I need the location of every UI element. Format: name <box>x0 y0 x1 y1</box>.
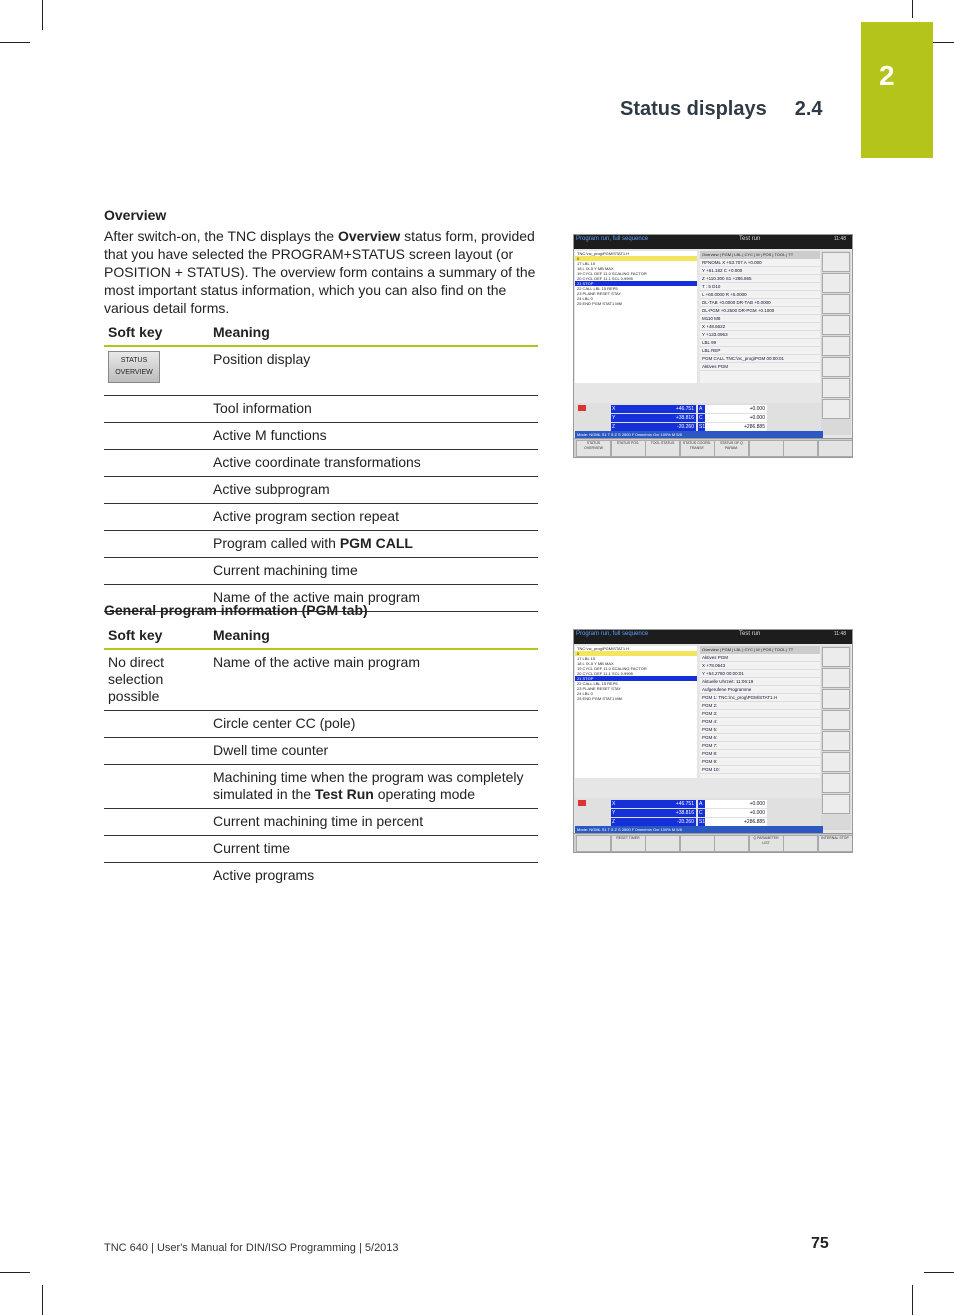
side-softkeys <box>821 646 851 830</box>
col-softkey: Soft key <box>104 623 209 649</box>
table-cell: Position display <box>209 346 538 396</box>
table-row <box>104 809 538 836</box>
side-softkey[interactable] <box>822 668 850 688</box>
status-row: PGM 6: <box>700 734 820 742</box>
table-cell: No direct selection possible <box>104 649 209 711</box>
pgm-heading: General program information (PGM tab) <box>104 602 368 618</box>
softkey[interactable]: STATUS OVERVIEW <box>576 440 611 457</box>
axis-row <box>611 809 821 817</box>
softkey[interactable]: RESET TIMER <box>611 835 646 852</box>
overview-heading: Overview <box>104 207 167 223</box>
program-line: 21 STOP <box>575 281 697 286</box>
axis-label: X <box>611 800 618 808</box>
softkey-bar <box>574 438 852 457</box>
mode-bar: Mode: NOML S1 T 5 Z S 2500 F 0mm/min Ovr 100% M 5/8 <box>575 431 823 438</box>
softkey[interactable]: INTERNAL STOP <box>818 835 853 852</box>
softkey[interactable] <box>818 440 853 457</box>
status-tabs[interactable]: Overview | PGM | LBL | CYC | M | POS | TOOL | TT <box>700 646 820 654</box>
axis-value: +0.000 <box>705 809 767 817</box>
program-line: 24 LBL 0 <box>577 691 593 696</box>
col-softkey: Soft key <box>104 320 209 346</box>
clock: 11:48 <box>833 236 846 242</box>
table-cell: Active coordinate transformations <box>209 450 538 477</box>
status-row: PGM 4: <box>700 718 820 726</box>
program-line: 19 CYCL DEF 11.0 SCALING FACTOR <box>577 271 647 276</box>
table-row <box>104 738 538 765</box>
table-row <box>104 863 538 890</box>
side-softkey[interactable] <box>822 378 850 398</box>
mode-title-right: Test run <box>739 236 761 242</box>
overview-table <box>104 320 538 612</box>
program-window <box>575 646 697 778</box>
status-row: LBL REP <box>700 347 820 355</box>
status-row: PGM 2: <box>700 702 820 710</box>
axis-value: +286.885 <box>705 423 767 431</box>
program-line: 22 CALL LBL 15 REP5 <box>577 681 618 686</box>
axis-value: +46.751 <box>618 800 696 808</box>
crop-mark <box>924 1272 954 1273</box>
table-header-row <box>104 623 538 649</box>
softkey[interactable] <box>576 835 611 852</box>
softkey[interactable]: STATUS COORD. TRANSF. <box>680 440 715 457</box>
col-meaning: Meaning <box>209 623 538 649</box>
table-cell: Machining time when the program was completely simulated in the Test Run operating mode <box>209 765 538 809</box>
table-cell: Active M functions <box>209 423 538 450</box>
status-row: PGM 3: <box>700 710 820 718</box>
status-row: PGM 8: <box>700 750 820 758</box>
chapter-tab <box>861 22 933 158</box>
status-row: Aktuelle Uhrzeit: 11:06:19 <box>700 678 820 686</box>
side-softkey[interactable] <box>822 336 850 356</box>
mode-title: Program run, full sequence <box>576 631 649 637</box>
crop-mark <box>42 1285 43 1315</box>
status-row: Y +64.2780 00:00:01 <box>700 670 820 678</box>
axis-label: S1 <box>699 424 706 430</box>
side-softkey[interactable] <box>822 752 850 772</box>
program-line: 20 CYCL DEF 11.1 SCL 0.9995 <box>577 671 633 676</box>
softkey[interactable]: STATUS POS. <box>611 440 646 457</box>
status-row: PGM 1: TNC:\nc_prog\PGM\STAT1.H <box>700 694 820 702</box>
program-line: 17 LBL 15 <box>577 656 596 661</box>
axis-label: C <box>698 414 705 422</box>
side-softkey[interactable] <box>822 794 850 814</box>
axis-label: Z <box>611 423 618 431</box>
spindle-icon <box>578 800 586 806</box>
side-softkey[interactable] <box>822 689 850 709</box>
axis-value: +46.751 <box>618 405 696 413</box>
axis-value: +0.000 <box>705 800 767 808</box>
status-overview-softkey[interactable]: STATUS OVERVIEW <box>108 351 160 383</box>
mode-title-right: Test run <box>739 631 761 637</box>
status-row: L +60.0000 R +5.0000 <box>700 291 820 299</box>
side-softkey[interactable] <box>822 252 850 272</box>
status-tabs[interactable]: Overview | PGM | LBL | CYC | M | POS | TOOL | TT <box>700 251 820 259</box>
status-row: PGM 9: <box>700 758 820 766</box>
section-header <box>620 98 823 121</box>
axis-value: -20.260 <box>618 423 696 431</box>
program-line: 23 PLANE RESET STAY <box>577 291 622 296</box>
softkey[interactable]: Q PARAMETER LIST <box>749 835 784 852</box>
status-row: Z +110.300 S1 +286.865 <box>700 275 820 283</box>
screenshot-pgm-tab <box>573 629 853 853</box>
status-row: X +48.6622 <box>700 323 820 331</box>
axis-value: +38.816 <box>618 809 696 817</box>
program-line: 23 PLANE RESET STAY <box>577 686 622 691</box>
status-row: PGM 7: <box>700 742 820 750</box>
position-display <box>575 798 821 826</box>
axis-row <box>611 414 821 422</box>
softkey[interactable]: TOOL STATUS <box>645 440 680 457</box>
table-row <box>104 396 538 423</box>
program-line: 17 LBL 15 <box>577 261 596 266</box>
axis-value: +0.000 <box>705 414 767 422</box>
table-cell: Tool information <box>209 396 538 423</box>
axis-label: Y <box>611 414 618 422</box>
status-row: Y +61.182 C +0.000 <box>700 267 820 275</box>
program-window <box>575 251 697 383</box>
axis-label: A <box>698 800 705 808</box>
program-line: 21 STOP <box>575 676 697 681</box>
table-cell: Current machining time <box>209 558 538 585</box>
screenshot-overview <box>573 234 853 458</box>
table-row <box>104 346 538 396</box>
pgm-table <box>104 623 538 889</box>
status-row: PGM 5: <box>700 726 820 734</box>
crop-mark <box>912 0 913 18</box>
table-row <box>104 504 538 531</box>
axis-label: X <box>611 405 618 413</box>
table-row <box>104 477 538 504</box>
status-row: X +78.0643 <box>700 662 820 670</box>
section-title: Status displays <box>620 98 767 120</box>
side-softkey[interactable] <box>822 399 850 419</box>
position-display <box>575 403 821 431</box>
program-line: TNC:\nc_prog\PGM\STAT1.H <box>577 251 630 256</box>
tnc-titlebar <box>574 235 852 249</box>
crop-mark <box>0 42 30 43</box>
crop-mark <box>912 1285 913 1315</box>
table-row <box>104 765 538 809</box>
status-row: DL-TAB +0.0000 DR-TAB +0.0000 <box>700 299 820 307</box>
status-row: Aktives PGM <box>700 654 820 662</box>
table-header-row <box>104 320 538 346</box>
program-line: 0 <box>575 651 697 656</box>
page-footer: TNC 640 | User's Manual for DIN/ISO Programming | 5/2013 <box>104 1242 399 1254</box>
softkey[interactable] <box>783 835 818 852</box>
crop-mark <box>42 0 43 30</box>
status-row: T : 5 D10 <box>700 283 820 291</box>
col-meaning: Meaning <box>209 320 538 346</box>
axis-row <box>611 800 821 808</box>
table-cell: Program called with PGM CALL <box>209 531 538 558</box>
program-line: 18 L IX-5 Y MB MAX <box>577 661 614 666</box>
side-softkey[interactable] <box>822 710 850 730</box>
axis-value: +0.000 <box>705 405 767 413</box>
status-window <box>700 251 820 383</box>
side-softkey[interactable] <box>822 773 850 793</box>
axis-row <box>611 423 821 431</box>
status-window <box>700 646 820 778</box>
axis-label: Z <box>611 818 618 826</box>
side-softkey[interactable] <box>822 357 850 377</box>
side-softkey[interactable] <box>822 731 850 751</box>
table-cell: Current machining time in percent <box>209 809 538 836</box>
status-row: DL-PGM +0.2500 DR-PGM +0.1000 <box>700 307 820 315</box>
side-softkey[interactable] <box>822 647 850 667</box>
table-row <box>104 531 538 558</box>
table-row <box>104 423 538 450</box>
page-number: 75 <box>811 1235 829 1252</box>
softkey-bar <box>574 833 852 852</box>
status-row: Aufgerufene Programme <box>700 686 820 694</box>
axis-label: Y <box>611 809 618 817</box>
program-line: 18 L IX-5 Y MB MAX <box>577 266 614 271</box>
axis-label: S1 <box>699 819 706 825</box>
program-line: 24 LBL 0 <box>577 296 593 301</box>
tnc-titlebar <box>574 630 852 644</box>
side-softkeys <box>821 251 851 435</box>
table-row <box>104 558 538 585</box>
softkey[interactable] <box>645 835 680 852</box>
spindle-icon <box>578 405 586 411</box>
status-row: PGM 10: <box>700 766 820 774</box>
table-cell: Active subprogram <box>209 477 538 504</box>
table-cell: Circle center CC (pole) <box>209 711 538 738</box>
table-cell: Current time <box>209 836 538 863</box>
program-line: 22 CALL LBL 15 REP5 <box>577 286 618 291</box>
table-cell: Active programs <box>213 867 315 883</box>
axis-value: +38.816 <box>618 414 696 422</box>
program-line: 0 <box>575 256 697 261</box>
softkey[interactable] <box>749 440 784 457</box>
status-row: Aktives PGM <box>700 363 820 371</box>
softkey[interactable] <box>783 440 818 457</box>
status-row: RFNOML X +53.707 A +0.000 <box>700 259 820 267</box>
axis-label: C <box>698 809 705 817</box>
program-line: 19 CYCL DEF 11.0 SCALING FACTOR <box>577 666 647 671</box>
table-row <box>104 649 538 711</box>
status-row: M110 M8 <box>700 315 820 323</box>
overview-intro: After switch-on, the TNC displays the Overview status form, provided that you have selected the PROGRAM+STATUS screen layout (or POSITION + STATUS). The overview form contains a summary of the most important status information, which you can also find on the various detail forms. <box>104 228 536 316</box>
status-row: LBL 99 <box>700 339 820 347</box>
side-softkey[interactable] <box>822 273 850 293</box>
clock: 11:48 <box>833 631 846 637</box>
axis-row <box>611 405 821 413</box>
mode-title: Program run, full sequence <box>576 236 649 242</box>
chapter-number: 2 <box>879 60 895 91</box>
axis-value: +286.885 <box>705 818 767 826</box>
table-row <box>104 450 538 477</box>
crop-mark <box>0 1272 30 1273</box>
status-row: Y +133.0963 <box>700 331 820 339</box>
side-softkey[interactable] <box>822 315 850 335</box>
softkey[interactable]: STATUS OF Q PARAM. <box>714 440 749 457</box>
axis-value: -20.260 <box>618 818 696 826</box>
axis-row <box>611 818 821 826</box>
table-cell: Active program section repeat <box>209 504 538 531</box>
program-line: TNC:\nc_prog\PGM\STAT1.H <box>577 646 630 651</box>
table-cell: Name of the active main program <box>209 649 538 711</box>
softkey[interactable] <box>680 835 715 852</box>
program-line: 20 CYCL DEF 11.1 SCL 0.9995 <box>577 276 633 281</box>
softkey[interactable] <box>714 835 749 852</box>
status-row: PGM CALL TNC:\nc_prog\PGM 00:00:01 <box>700 355 820 363</box>
table-cell: Dwell time counter <box>209 738 538 765</box>
mode-bar: Mode: NOML S1 T 5 Z S 2500 F 0mm/min Ovr 100% M 5/8 <box>575 826 823 833</box>
program-line: 25 END PGM STAT1 MM <box>577 301 622 306</box>
table-row <box>104 836 538 863</box>
table-row <box>104 711 538 738</box>
side-softkey[interactable] <box>822 294 850 314</box>
program-line: 25 END PGM STAT1 MM <box>577 696 622 701</box>
section-number: 2.4 <box>794 98 823 120</box>
axis-label: A <box>698 405 705 413</box>
table-cell: Name of the active main program <box>209 585 538 612</box>
